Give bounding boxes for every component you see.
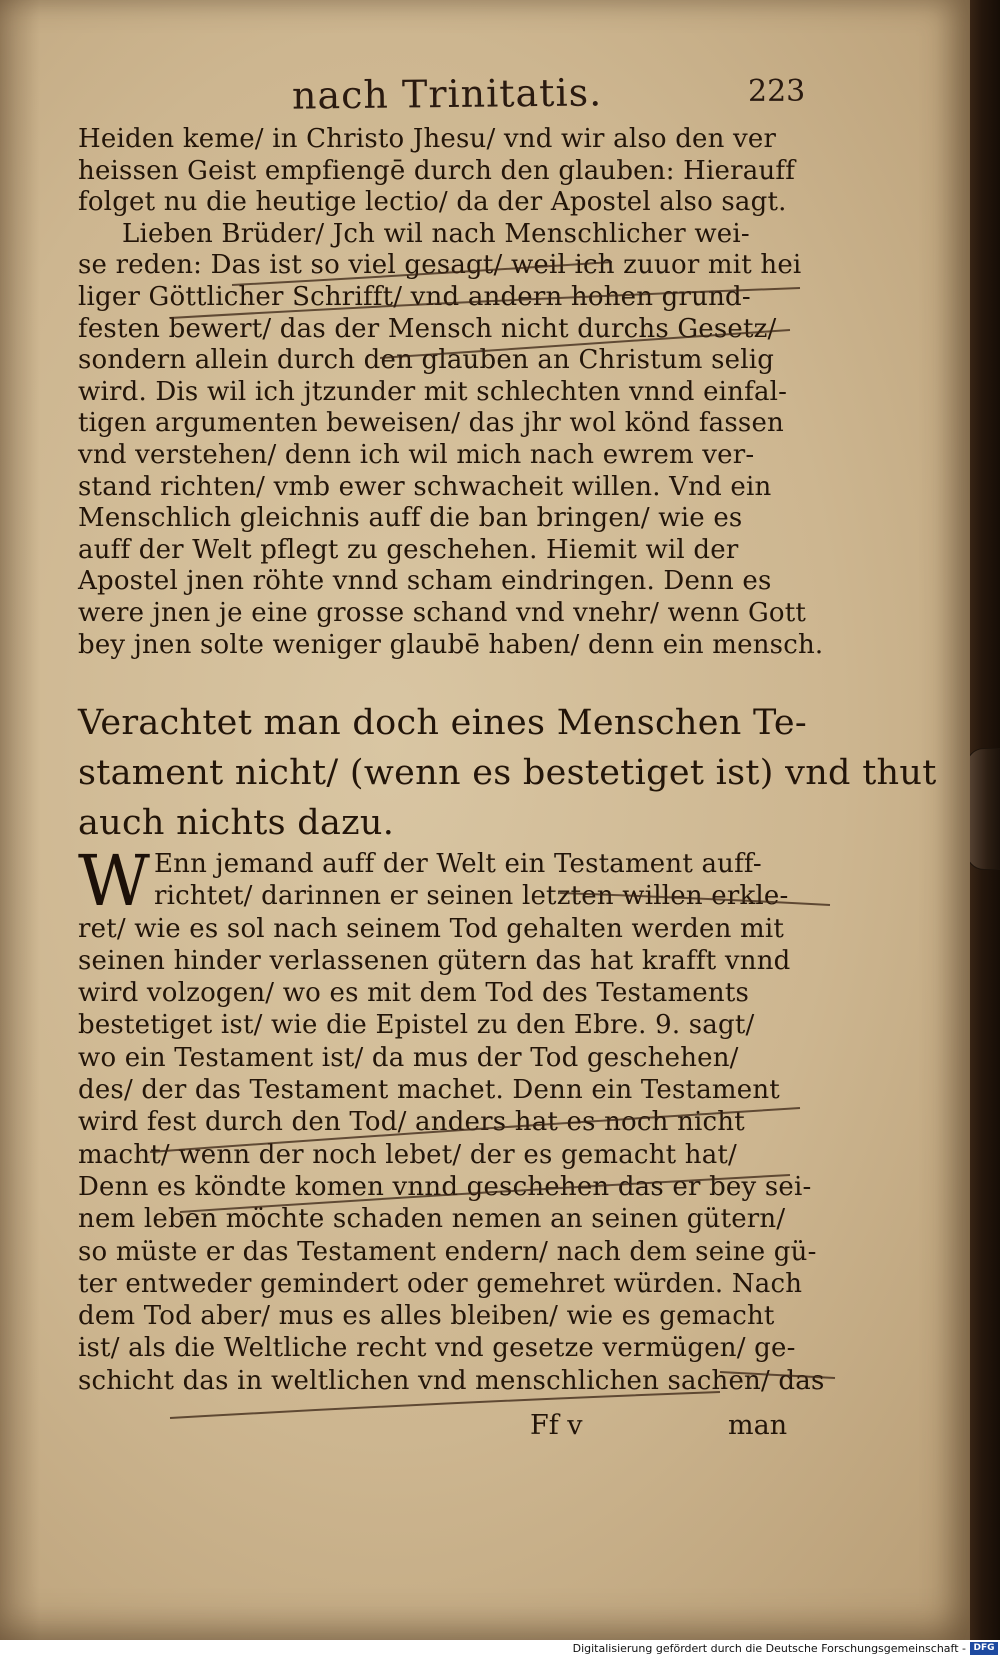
text-line: schicht das in weltlichen vnd menschlichen sachen/ das [78, 1365, 825, 1396]
underline-mark [720, 1372, 835, 1378]
underline-mark [560, 893, 830, 905]
text-line: wird. Dis wil ich jtzunder mit schlechten vnnd einfal- [78, 376, 788, 407]
heading-line: stament nicht/ (wenn es bestetiget ist) vnd thut [78, 753, 937, 793]
underline-mark [170, 1392, 720, 1418]
text-line: stand richten/ vmb ewer schwacheit willen. Vnd ein [78, 471, 772, 502]
text-line: macht/ wenn der noch lebet/ der es gemacht hat/ [78, 1139, 738, 1170]
underline-mark [180, 1175, 790, 1212]
signature-mark: Ff v [530, 1410, 583, 1441]
text-line: seinen hinder verlassenen gütern das hat krafft vnnd [78, 945, 791, 976]
text-line: vnd verstehen/ denn ich wil mich nach ewrem ver- [78, 439, 755, 470]
text-line: Lieben Brüder/ Jch wil nach Menschlicher wei- [122, 218, 750, 249]
text-line: wird fest durch den Tod/ anders hat es noch nicht [78, 1107, 745, 1138]
text-line: richtet/ darinnen er seinen letzten willen erkle- [153, 881, 789, 912]
text-line: so müste er das Testament endern/ nach dem seine gü- [78, 1236, 817, 1267]
text-line: liger Göttlicher Schrifft/ vnd andern hohen grund- [78, 281, 751, 312]
text-line: Enn jemand auff der Welt ein Testament auff- [153, 849, 762, 879]
text-line: auff der Welt pflegt zu geschehen. Hiemit wil der [78, 534, 739, 565]
underline-mark [150, 1108, 800, 1152]
text-line: dem Tod aber/ mus es alles bleiben/ wie es gemacht [78, 1301, 775, 1332]
text-line: ret/ wie es sol nach seinem Tod gehalten werden mit [78, 913, 785, 944]
text-line: wo ein Testament ist/ da mus der Tod geschehen/ [78, 1042, 739, 1073]
heading-line: auch nichts dazu. [78, 803, 395, 843]
text-line: heissen Geist empfiengē durch den glauben: Hierauff [78, 155, 796, 186]
running-title: nach Trinitatis. [291, 70, 603, 118]
text-line: Apostel jnen röhte vnnd scham eindringen. Denn es [78, 566, 772, 597]
text-line: Denn es köndte komen vnnd geschehen das er bey sei- [78, 1171, 812, 1202]
funding-credit: Digitalisierung gefördert durch die Deutsche Forschungsgemeinschaft - [572, 1642, 966, 1655]
text-line: wird volzogen/ wo es mit dem Tod des Testaments [78, 978, 750, 1009]
text-line: folget nu die heutige lectio/ da der Apostel also sagt. [78, 187, 787, 218]
text-line: bestetiget ist/ wie die Epistel zu den Ebre. 9. sagt/ [78, 1010, 755, 1041]
drop-capital: W [78, 840, 150, 922]
text-line: tigen argumenten beweisen/ das jhr wol könd fassen [78, 408, 784, 439]
text-line: nem leben möchte schaden nemen an seinen gütern/ [78, 1204, 786, 1235]
underline-mark [170, 288, 800, 318]
text-line: Heiden keme/ in Christo Jhesu/ vnd wir also den ver [78, 124, 777, 154]
dfg-logo: DFG [970, 1642, 998, 1655]
text-line: des/ der das Testament machet. Denn ein Testament [78, 1075, 780, 1106]
underline-mark [232, 262, 612, 285]
underline-mark [380, 330, 790, 358]
text-line: Menschlich gleichnis auff die ban bringen/ wie es [78, 503, 743, 534]
text-line: festen bewert/ das der Mensch nicht durchs Gesetz/ [78, 313, 777, 344]
text-line: ist/ als die Weltliche recht vnd gesetze vermügen/ ge- [78, 1333, 796, 1364]
heading-line: Verachtet man doch eines Menschen Te- [78, 703, 808, 743]
text-line: sondern allein durch den glauben an Christum selig [78, 345, 775, 376]
text-line: se reden: Das ist so viel gesagt/ weil ich zuuor mit hei [78, 250, 802, 281]
text-line: were jnen je eine grosse schand vnd vnehr/ wenn Gott [78, 597, 807, 628]
catchword: man [728, 1410, 788, 1441]
book-clasp [966, 748, 1000, 870]
page-number: 223 [748, 74, 806, 109]
text-line: ter entweder gemindert oder gemehret würden. Nach [78, 1268, 803, 1299]
digitization-footer [0, 1640, 1000, 1657]
text-line: bey jnen solte weniger glaubē haben/ denn ein mensch. [78, 629, 824, 660]
